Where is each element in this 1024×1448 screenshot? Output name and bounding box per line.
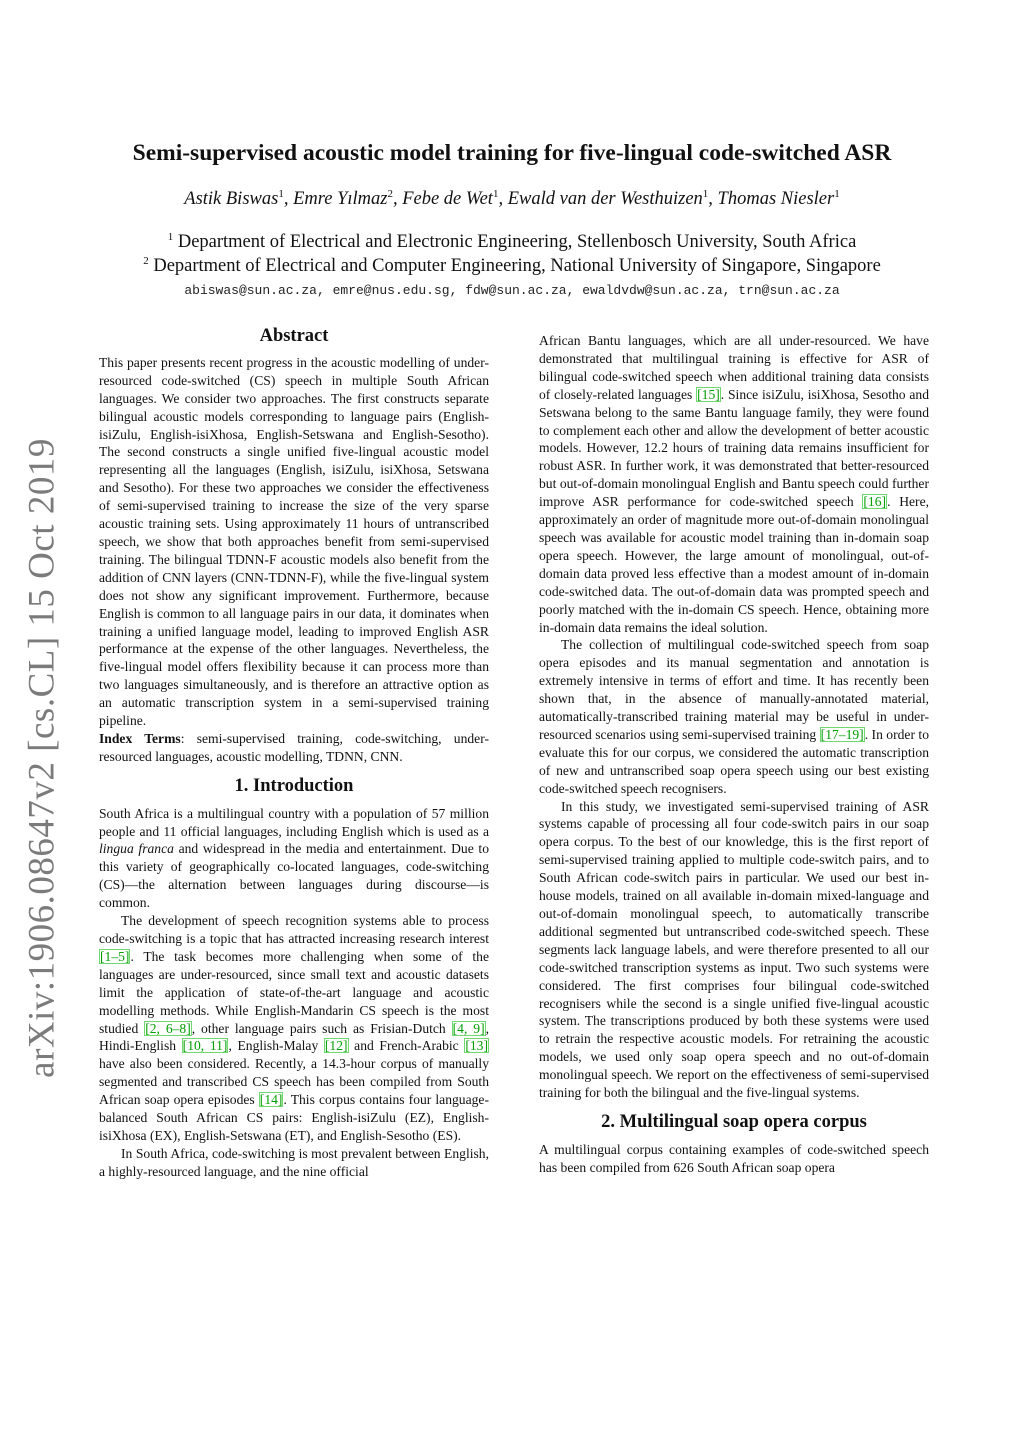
right-paragraph-1	[539, 332, 929, 636]
citation-link[interactable]: [16]	[863, 494, 887, 510]
left-column	[99, 328, 489, 1181]
text-run: The collection of multilingual code-switched speech from soap opera episodes and its manual segmentation and annotation is extremely intensive in terms of effort and time. It has recently been shown that, in the absence of manually-annotated material, automatically-transcribed training material may be useful in under-resourced scenarios using semi-supervised training	[539, 637, 929, 742]
affiliation-text: Department of Electrical and Computer Engineering, National University of Singapore, Singapore	[153, 256, 881, 277]
abstract-text: This paper presents recent progress in the acoustic modelling of under-resourced code-switched (CS) speech in multiple South African languages. We consider two approaches. The first constructs separate bilingual acoustic models corresponding to language pairs (English-isiZulu, English-isiXhosa, English-Setswana and English-Sesotho). The second constructs a single unified five-lingual acoustic model representing all the languages (English, isiZulu, isiXhosa, Setswana and Sesotho). For these two approaches we consider the effectiveness of semi-supervised training to increase the size of the very sparse acoustic training sets. Using approximately 11 hours of untranscribed speech, we show that both approaches benefit from semi-supervised training. The bilingual TDNN-F acoustic models also benefit from the addition of CNN layers (CNN-TDNN-F), while the five-lingual system does not show any significant improvement. Furthermore, because English is common to all language pairs in our data, it dominates when training a unified language model, leading to improved English ASR performance at the expense of the other languages. Nevertheless, the five-lingual model offers flexibility because it can process more than two languages simultaneously, and is therefore an attractive option as an automatic transcription system in a semi-supervised training pipeline.	[99, 354, 489, 729]
text-run: , English-Malay	[228, 1038, 324, 1054]
author-affiliation-mark: 1	[492, 188, 499, 200]
italic-term: lingua franca	[99, 841, 174, 857]
author-list: Astik Biswas$^1$, Emre Yılmaz$^2$, Febe de Wet$^1$, Ewald van der Westhuizen$^1$, Thomas Niesler$^1$	[184, 188, 840, 210]
author-affiliation-mark: 2	[387, 188, 393, 200]
citation-link[interactable]: [4, 9]	[452, 1020, 485, 1036]
right-paragraph-2	[539, 636, 929, 797]
corpus-paragraph-1: A multilingual corpus containing examples of code-switched speech has been compiled from 626 South African soap opera	[539, 1141, 929, 1175]
author-name: Astik Biswas	[184, 189, 279, 210]
text-run: The development of speech recognition systems able to process code-switching is a topic that has attracted increasing research interest	[99, 913, 489, 946]
affiliation-1	[60, 231, 964, 253]
author-affiliation-mark: 1	[702, 188, 709, 200]
right-column	[539, 332, 929, 1177]
text-run: South Africa is a multilingual country with a population of 57 million people and 11 official languages, including English which is used as a	[99, 805, 489, 839]
author-emails: abiswas@sun.ac.za, emre@nus.edu.sg, fdw@sun.ac.za, ewaldvdw@sun.ac.za, trn@sun.ac.za	[184, 283, 840, 298]
affiliation-number: 2	[143, 255, 149, 267]
citation-link[interactable]: [17–19]	[820, 726, 864, 742]
author-affiliation-mark: 1	[278, 188, 284, 200]
intro-heading: 1. Introduction	[234, 775, 354, 796]
citation-link[interactable]: [2, 6–8]	[145, 1020, 191, 1036]
text-run: . Since isiZulu, isiXhosa, Sesotho and Setswana belong to the same Bantu language family, they were found to complement each other and allow the development of better acoustic models. However, 12.2 hours of training data remains insufficient for robust ASR. In further work, it was demonstrated that better-resourced but out-of-domain monolingual English and Bantu speech could further improve ASR performance for code-switched speech	[539, 386, 929, 510]
affiliation-number: 1	[167, 231, 174, 243]
author-name: Febe de Wet	[402, 189, 493, 210]
intro-paragraph-2	[99, 912, 489, 1145]
paper-title: Semi-supervised acoustic model training for five-lingual code-switched ASR	[132, 140, 892, 166]
index-terms-label: Index Terms	[99, 730, 181, 746]
affiliation-text: Department of Electrical and Electronic Engineering, Stellenbosch University, South Africa	[177, 232, 857, 253]
citation-link[interactable]: [12]	[324, 1038, 348, 1054]
index-terms-text: : semi-supervised training, code-switching, under-resourced languages, acoustic modelling, TDNN, CNN.	[99, 730, 489, 764]
text-run: , Hindi-English	[99, 1020, 489, 1054]
citation-link[interactable]: [15]	[697, 386, 720, 402]
abstract-heading: Abstract	[259, 326, 329, 346]
intro-paragraph-1	[99, 805, 489, 912]
arxiv-stamp	[21, 438, 63, 1078]
right-paragraph-3: In this study, we investigated semi-supervised training of ASR systems capable of processing all four code-switch pairs in our soap opera corpus. To the best of our knowledge, this is the first report of semi-supervised training applied to multiple code-switch pairs, and to South African code-switch pairs in particular. We used our best in-house models, trained on all available in-domain mixed-language and out-of-domain monolingual speech, to automatically transcribe additional segmented but untranscribed code-switched speech. These segments lack language labels, and were therefore presented to all our code-switched transcription systems as input. Two such systems were considered. The first comprises four bilingual code-switched recognisers while the second is a single unified five-lingual acoustic system. The transcriptions produced by both these systems were used to retrain the respective acoustic models. For retraining the acoustic models, we used only soap opera speech and no out-of-domain monolingual speech. We report on the effectiveness of semi-supervised training for both the bilingual and the five-lingual systems.	[539, 798, 929, 1101]
citation-link[interactable]: [14]	[259, 1092, 283, 1108]
text-run: , other language pairs such as Frisian-Dutch	[191, 1020, 452, 1036]
text-run: African Bantu languages, which are all under-resourced. We have demonstrated that multilingual training is effective for ASR of bilingual code-switched speech when additional training data consists of closely-related languages	[539, 333, 929, 402]
corpus-heading: 2. Multilingual soap opera corpus	[601, 1111, 867, 1132]
citation-link[interactable]: [10, 11]	[182, 1038, 228, 1054]
text-run: and French-Arabic	[348, 1038, 465, 1054]
citation-link[interactable]: [1–5]	[100, 948, 130, 964]
text-run: and widespread in the media and entertainment. Due to this variety of geographically co-located languages, code-switching (CS)—the alternation between languages during discourse—is common.	[99, 841, 489, 911]
text-run: . Here, approximately an order of magnitude more out-of-domain monolingual speech was available for acoustic model training than in-domain soap opera speech. However, the large amount of monolingual, out-of-domain data proved less effective than a modest amount of in-domain code-switched data. The out-of-domain data was prompted speech and poorly matched with the in-domain CS speech. Hence, obtaining more in-domain data remains the ideal solution.	[539, 494, 929, 635]
text-run: . In order to evaluate this for our corpus, we considered the automatic transcription of new and untranscribed soap opera speech using our best existing code-switched speech recognisers.	[539, 726, 929, 796]
author-name: Ewald van der Westhuizen	[507, 189, 703, 210]
index-terms	[99, 730, 489, 766]
text-run: . This corpus contains four language-balanced South African CS pairs: English-isiZulu (EZ), English-isiXhosa (EX), English-Setswana (ET), and English-Sesotho (ES).	[99, 1092, 489, 1143]
author-name: Thomas Niesler	[717, 189, 835, 210]
author-name: Emre Yılmaz	[293, 189, 388, 210]
text-run: . The task becomes more challenging when some of the languages are under-resourced, since small text and acoustic datasets limit the application of state-of-the-art language and acoustic modelling methods. While English-Mandarin CS speech is the most studied	[99, 948, 489, 1036]
citation-link[interactable]: [13]	[465, 1038, 488, 1054]
author-affiliation-mark: 1	[834, 188, 840, 200]
affiliation-2	[60, 255, 964, 277]
intro-paragraph-3: In South Africa, code-switching is most prevalent between English, a highly-resourced language, and the nine official	[99, 1145, 489, 1179]
arxiv-stamp-text: arXiv:1906.08647v2 [cs.CL] 15 Oct 2019	[21, 438, 63, 1078]
text-run: have also been considered. Recently, a 14.3-hour corpus of manually segmented and transcribed CS speech has been compiled from South African soap opera episodes	[99, 1056, 489, 1108]
